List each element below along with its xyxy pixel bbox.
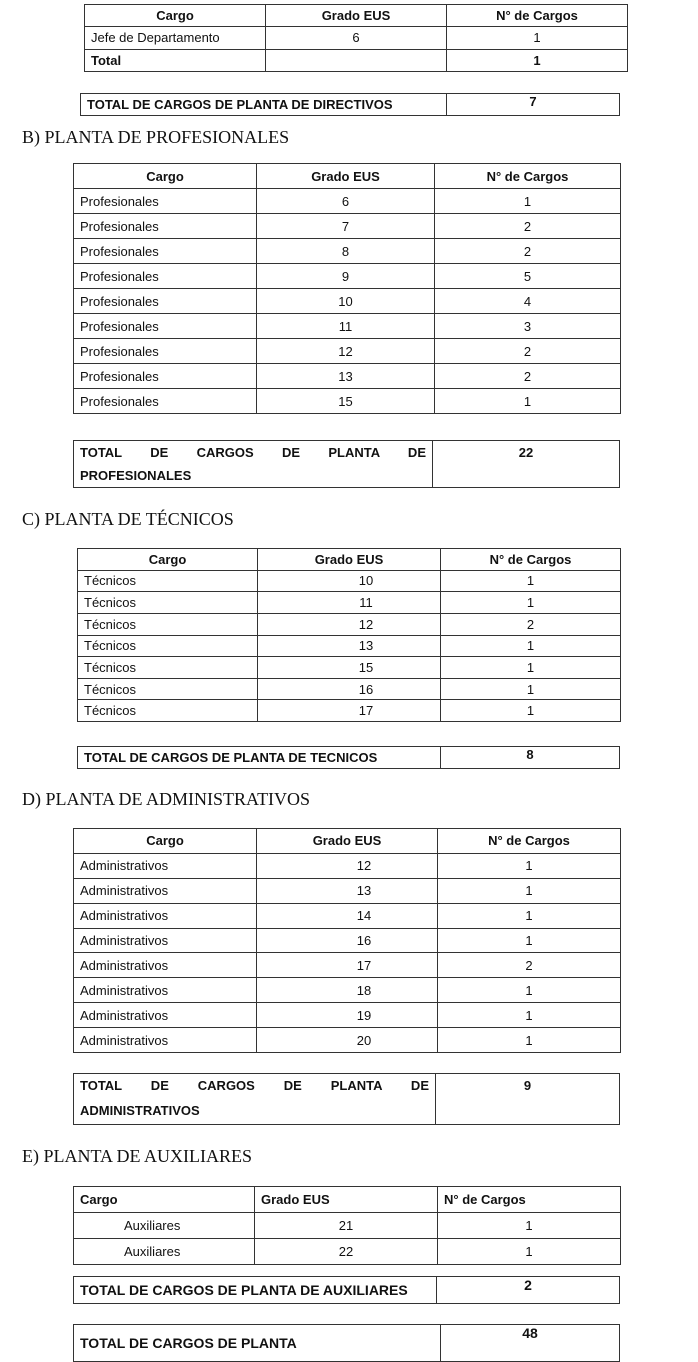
cargos-count-cell: 1 xyxy=(438,878,621,903)
cargo-cell: Técnicos xyxy=(78,678,258,700)
cargo-cell: Profesionales xyxy=(74,239,257,264)
grado-cell: 13 xyxy=(258,635,441,657)
profesionales-total-label-line1: TOTAL DE CARGOS DE PLANTA DE xyxy=(80,445,426,460)
column-header: Grado EUS xyxy=(257,829,438,854)
directivos-total-box xyxy=(80,93,620,116)
table-row xyxy=(74,389,621,414)
column-header: Cargo xyxy=(85,5,266,27)
column-header: N° de Cargos xyxy=(438,829,621,854)
cargos-count-cell: 1 xyxy=(435,189,621,214)
cargos-count-cell: 1 xyxy=(441,678,621,700)
table-row xyxy=(78,678,621,700)
cargo-cell: Auxiliares xyxy=(74,1239,255,1265)
grado-cell: 8 xyxy=(257,239,435,264)
column-header: Grado EUS xyxy=(266,5,447,27)
grado-cell: 21 xyxy=(255,1213,438,1239)
cargos-count-cell: 1 xyxy=(438,853,621,878)
cargo-cell: Técnicos xyxy=(78,570,258,592)
column-header: N° de Cargos xyxy=(441,549,621,571)
profesionales-total-box xyxy=(73,440,620,488)
cargos-count-cell: 2 xyxy=(435,214,621,239)
table-header-row xyxy=(74,829,621,854)
table-row xyxy=(74,853,621,878)
cargos-count-cell: 1 xyxy=(441,570,621,592)
grado-cell: 13 xyxy=(257,878,438,903)
cargo-cell: Profesionales xyxy=(74,389,257,414)
cargos-count-cell: 1 xyxy=(438,928,621,953)
grado-cell: 13 xyxy=(257,364,435,389)
cargos-count-cell: 2 xyxy=(438,953,621,978)
table-row xyxy=(74,903,621,928)
cargo-cell: Técnicos xyxy=(78,700,258,722)
column-header: N° de Cargos xyxy=(447,5,628,27)
cargo-cell: Administrativos xyxy=(74,853,257,878)
table-row xyxy=(78,592,621,614)
profesionales-table xyxy=(73,163,620,414)
tecnicos-total-value: 8 xyxy=(441,747,620,769)
tecnicos-total-label: TOTAL DE CARGOS DE PLANTA DE TECNICOS xyxy=(78,747,441,769)
tecnicos-total-box xyxy=(77,746,620,769)
table-row xyxy=(74,264,621,289)
cargo-cell: Profesionales xyxy=(74,339,257,364)
profesionales-heading: B) PLANTA DE PROFESIONALES xyxy=(22,127,290,147)
table-row xyxy=(78,613,621,635)
column-header: Grado EUS xyxy=(257,164,435,189)
grado-cell: 14 xyxy=(257,903,438,928)
table-row xyxy=(74,953,621,978)
cargos-count-cell: 4 xyxy=(435,289,621,314)
grado-cell: 12 xyxy=(257,853,438,878)
profesionales-total-label xyxy=(74,441,433,488)
column-header: Grado EUS xyxy=(255,1187,438,1213)
cargos-count-cell: 1 xyxy=(435,389,621,414)
grado-cell: 11 xyxy=(257,314,435,339)
cargos-count-cell: 1 xyxy=(447,27,628,49)
table-row xyxy=(85,27,628,49)
table-row xyxy=(74,289,621,314)
cargo-cell: Administrativos xyxy=(74,878,257,903)
cargos-count-cell: 1 xyxy=(438,1028,621,1053)
profesionales-total-label-line2: PROFESIONALES xyxy=(80,468,192,483)
cargos-count-cell: 2 xyxy=(435,239,621,264)
cargos-count-cell: 3 xyxy=(435,314,621,339)
cargo-cell: Administrativos xyxy=(74,903,257,928)
table-row xyxy=(78,635,621,657)
cargo-cell: Técnicos xyxy=(78,657,258,679)
cargos-count-cell: 1 xyxy=(438,1003,621,1028)
cargo-cell: Administrativos xyxy=(74,1028,257,1053)
total-row-cell: Total xyxy=(85,49,266,71)
cargo-cell: Administrativos xyxy=(74,928,257,953)
auxiliares-total-value: 2 xyxy=(437,1277,620,1304)
directivos-total-value: 7 xyxy=(447,94,620,116)
cargo-cell: Profesionales xyxy=(74,189,257,214)
total-row-cell: 1 xyxy=(447,49,628,71)
table-row xyxy=(74,189,621,214)
table-header-row xyxy=(85,5,628,27)
grado-cell: 6 xyxy=(257,189,435,214)
grado-cell: 9 xyxy=(257,264,435,289)
cargo-cell: Técnicos xyxy=(78,592,258,614)
cargo-cell: Administrativos xyxy=(74,953,257,978)
table-row xyxy=(74,1003,621,1028)
cargos-count-cell: 1 xyxy=(441,700,621,722)
auxiliares-heading: E) PLANTA DE AUXILIARES xyxy=(22,1146,253,1166)
cargo-cell: Profesionales xyxy=(74,314,257,339)
grado-cell: 10 xyxy=(258,570,441,592)
table-row xyxy=(74,1239,621,1265)
cargos-count-cell: 2 xyxy=(435,364,621,389)
grado-cell: 22 xyxy=(255,1239,438,1265)
cargo-cell: Administrativos xyxy=(74,1003,257,1028)
grand-total-box xyxy=(73,1324,620,1362)
table-row xyxy=(74,1213,621,1239)
administrativos-total-label-line2: ADMINISTRATIVOS xyxy=(80,1103,200,1118)
administrativos-table xyxy=(73,828,620,1053)
administrativos-total-label xyxy=(74,1074,436,1125)
grado-cell: 15 xyxy=(258,657,441,679)
auxiliares-total-label: TOTAL DE CARGOS DE PLANTA DE AUXILIARES xyxy=(74,1277,437,1304)
tecnicos-table xyxy=(77,548,620,722)
cargo-cell: Técnicos xyxy=(78,613,258,635)
grand-total-label: TOTAL DE CARGOS DE PLANTA xyxy=(74,1325,441,1362)
directivos-table xyxy=(84,4,627,72)
grado-cell: 7 xyxy=(257,214,435,239)
column-header: N° de Cargos xyxy=(438,1187,621,1213)
table-row xyxy=(74,339,621,364)
table-row xyxy=(74,978,621,1003)
cargos-count-cell: 5 xyxy=(435,264,621,289)
grado-cell: 18 xyxy=(257,978,438,1003)
table-row xyxy=(74,364,621,389)
column-header: Grado EUS xyxy=(258,549,441,571)
cargos-count-cell: 2 xyxy=(435,339,621,364)
table-row xyxy=(78,570,621,592)
cargos-count-cell: 1 xyxy=(441,635,621,657)
column-header: Cargo xyxy=(74,829,257,854)
administrativos-heading: D) PLANTA DE ADMINISTRATIVOS xyxy=(22,789,311,809)
total-row-cell xyxy=(266,49,447,71)
cargos-count-cell: 1 xyxy=(441,657,621,679)
administrativos-total-label-line1: TOTAL DE CARGOS DE PLANTA DE xyxy=(80,1078,429,1093)
cargos-count-cell: 1 xyxy=(438,903,621,928)
grado-cell: 20 xyxy=(257,1028,438,1053)
grado-cell: 10 xyxy=(257,289,435,314)
table-row xyxy=(74,239,621,264)
profesionales-total-value: 22 xyxy=(433,441,620,488)
table-row xyxy=(78,657,621,679)
grado-cell: 17 xyxy=(257,953,438,978)
cargo-cell: Profesionales xyxy=(74,264,257,289)
grado-cell: 17 xyxy=(258,700,441,722)
table-row xyxy=(74,878,621,903)
grand-total-value: 48 xyxy=(441,1325,620,1362)
cargos-count-cell: 1 xyxy=(441,592,621,614)
table-header-row xyxy=(78,549,621,571)
cargo-cell: Jefe de Departamento xyxy=(85,27,266,49)
table-row xyxy=(74,214,621,239)
cargos-count-cell: 1 xyxy=(438,978,621,1003)
grado-cell: 11 xyxy=(258,592,441,614)
grado-cell: 19 xyxy=(257,1003,438,1028)
administrativos-total-box xyxy=(73,1073,620,1125)
grado-cell: 16 xyxy=(258,678,441,700)
administrativos-total-value: 9 xyxy=(436,1074,620,1125)
table-row xyxy=(78,700,621,722)
cargo-cell: Profesionales xyxy=(74,214,257,239)
cargos-count-cell: 1 xyxy=(438,1239,621,1265)
cargo-cell: Profesionales xyxy=(74,364,257,389)
auxiliares-total-box xyxy=(73,1276,620,1304)
cargo-cell: Profesionales xyxy=(74,289,257,314)
auxiliares-table xyxy=(73,1186,620,1265)
tecnicos-heading: C) PLANTA DE TÉCNICOS xyxy=(22,509,234,529)
directivos-total-label: TOTAL DE CARGOS DE PLANTA DE DIRECTIVOS xyxy=(81,94,447,116)
table-row xyxy=(74,314,621,339)
table-header-row xyxy=(74,1187,621,1213)
grado-cell: 16 xyxy=(257,928,438,953)
cargo-cell: Administrativos xyxy=(74,978,257,1003)
column-header: Cargo xyxy=(74,164,257,189)
grado-cell: 12 xyxy=(257,339,435,364)
grado-cell: 6 xyxy=(266,27,447,49)
column-header: Cargo xyxy=(78,549,258,571)
cargos-count-cell: 1 xyxy=(438,1213,621,1239)
table-row xyxy=(74,928,621,953)
column-header: N° de Cargos xyxy=(435,164,621,189)
column-header: Cargo xyxy=(74,1187,255,1213)
table-row xyxy=(74,1028,621,1053)
cargo-cell: Técnicos xyxy=(78,635,258,657)
cargo-cell: Auxiliares xyxy=(74,1213,255,1239)
table-total-row xyxy=(85,49,628,71)
grado-cell: 15 xyxy=(257,389,435,414)
grado-cell: 12 xyxy=(258,613,441,635)
cargos-count-cell: 2 xyxy=(441,613,621,635)
table-header-row xyxy=(74,164,621,189)
